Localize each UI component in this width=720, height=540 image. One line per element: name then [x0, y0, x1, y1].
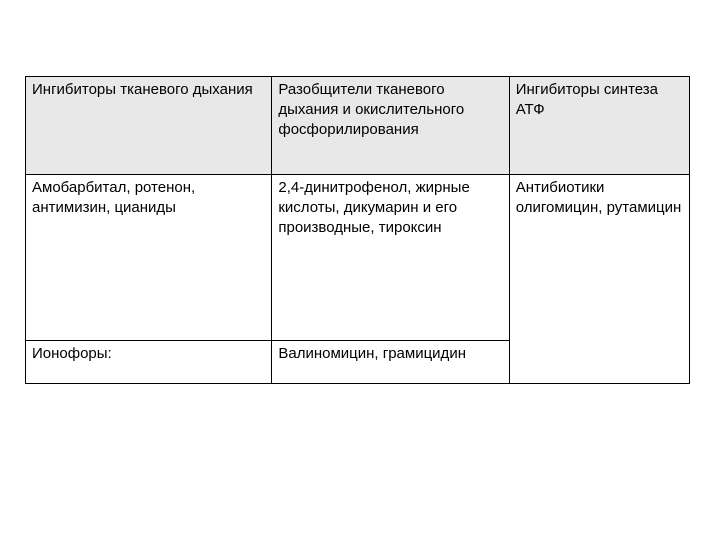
cell-atp-synthesis-inhibitors-list: Антибиотики олигомицин, рутамицин — [509, 175, 689, 384]
table-row — [26, 175, 690, 341]
header-cell-respiration-inhibitors: Ингибиторы тканевого дыхания — [26, 77, 272, 175]
header-cell-atp-synthesis-inhibitors: Ингибиторы синтеза АТФ — [509, 77, 689, 175]
cell-respiration-inhibitors-list: Амобарбитал, ротенон, антимизин, цианиды — [26, 175, 272, 341]
inhibitors-table — [25, 76, 690, 384]
cell-ionophores-label: Ионофоры: — [26, 341, 272, 384]
header-cell-uncouplers: Разобщители тканевого дыхания и окислительного фосфорилирования — [272, 77, 509, 175]
cell-ionophores-list: Валиномицин, грамицидин — [272, 341, 509, 384]
cell-uncouplers-list: 2,4-динитрофенол, жирные кислоты, дикумарин и его производные, тироксин — [272, 175, 509, 341]
table-header-row — [26, 77, 690, 175]
